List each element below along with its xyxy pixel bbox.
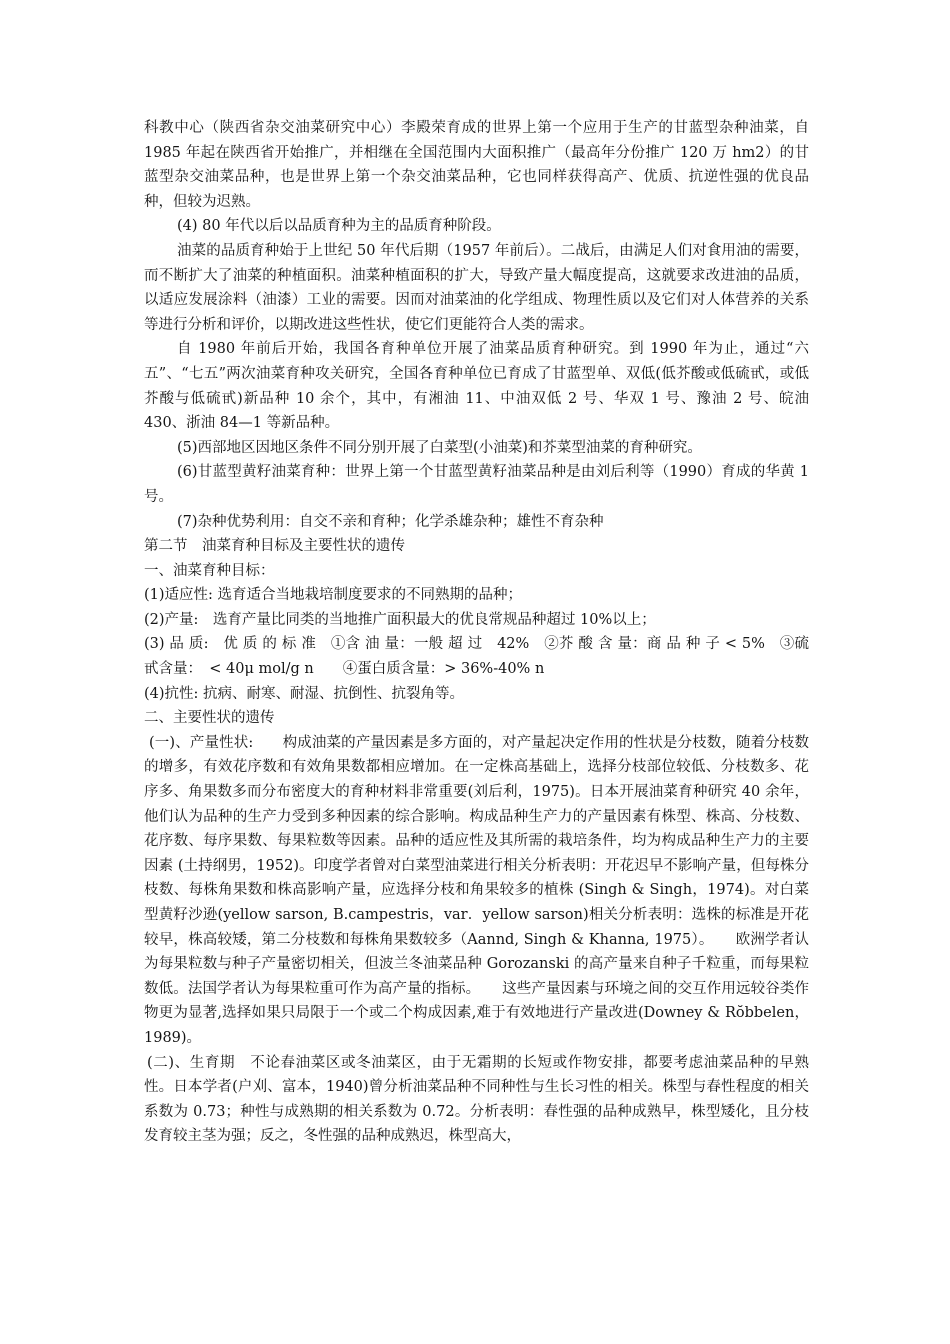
paragraph-growth-period: (二)、生育期 不论春油菜区或冬油菜区，由于无霜期的长短或作物安排，都要考虑油菜品种的早熟性。日本学者(户刈、富本，1940)曾分析油菜品种不同种性与生长习性的相关。株型与春性程度的相关系数为 0.73；种性与成熟期的相关系数为 0.72。分析表明：春性强的品种成熟早，株型矮化，且分枝发育较主茎为强；反之，冬性强的品种成熟迟，株型高大， [144,1054,809,1145]
goal-resistance: (4)抗性: 抗病、耐寒、耐湿、抗倒性、抗裂角等。 [144,685,465,702]
goal-adaptability: (1)适应性: 选育适合当地栽培制度要求的不同熟期的品种； [144,587,523,604]
goal-quality: (3) 品 质: 优 质 的 标 准 ①含 油 量：一般 超 过 42% ②芥 酸 含 量：商 品 种 子 < 5% ③硫甙含量： < 40μ mol/g n ④蛋白质含量：> 36%-40% n [144,636,809,678]
subheading-breeding-goals: 一、油菜育种目标： [144,562,275,579]
paragraph-stage-7: (7)杂种优势利用：自交不亲和育种；化学杀雄杂种；雄性不育杂种 [177,513,604,530]
section-heading: 第二节 油菜育种目标及主要性状的遗传 [144,538,405,555]
document-page [144,116,809,1149]
paragraph-china-quality-breeding: 自 1980 年前后开始，我国各育种单位开展了油菜品质育种研究。到 1990 年为止，通过“六五”、“七五”两次油菜育种攻关研究，全国各育种单位已育成了甘蓝型单、双低(低芥酸或低硫甙，或低芥酸与低硫甙)新品种 10 余个，其中，有湘油 11、中油双低 2 号、华双 1 号、豫油 2 号、皖油 430、浙油 84—1 等新品种。 [144,341,809,432]
paragraph-intro-continuation: 科教中心（陕西省杂交油菜研究中心）李殿荣育成的世界上第一个应用于生产的甘蓝型杂种油菜，自 1985 年起在陕西省开始推广，并相继在全国范围内大面积推广（最高年分份推广 120 万 hm2）的甘蓝型杂交油菜品种，也是世界上第一个杂交油菜品种，它也同样获得高产、优质、抗逆性强的优良品种，但较为迟熟。 [144,120,809,210]
goal-yield: (2)产量: 选育产量比同类的当地推广面积最大的优良常规品种超过 10%以上； [144,611,656,628]
subheading-trait-inheritance: 二、主要性状的遗传 [144,710,275,727]
paragraph-quality-breeding: 油菜的品质育种始于上世纪 50 年代后期（1957 年前后）。二战后，由满足人们对食用油的需要，而不断扩大了油菜的种植面积。油菜种植面积的扩大，导致产量大幅度提高，这就要求改进油的品质，以适应发展涂料（油漆）工业的需要。因而对油菜油的化学组成、物理性质以及它们对人体营养的关系等进行分析和评价，以期改进这些性状，使它们更能符合人类的需求。 [144,242,809,333]
paragraph-stage-4: (4) 80 年代以后以品质育种为主的品质育种阶段。 [177,218,501,235]
paragraph-stage-6: (6)甘蓝型黄籽油菜育种：世界上第一个甘蓝型黄籽油菜品种是由刘后利等（1990）育成的华黄 1 号。 [144,464,809,505]
paragraph-yield-traits: (一)、产量性状: 构成油菜的产量因素是多方面的，对产量起决定作用的性状是分枝数，随着分枝数的增多，有效花序数和有效角果数都相应增加。在一定株高基础上，选择分枝部位较低、分枝数多、花序多、角果数多而分布密度大的育种材料非常重要(刘后利，1975)。日本开展油菜育种研究 40 余年，他们认为品种的生产力受到多种因素的综合影响。构成品种生产力的产量因素有株型、株高、分枝数、花序数、每序果数、每果粒数等因素。品种的适应性及其所需的栽培条件，均为构成品种生产力的主要因素 (土持纲男，1952)。印度学者曾对白菜型油菜进行相关分析表明：开花迟早不影响产量，但每株分枝数、每株角果数和株高影响产量，应选择分枝和角果较多的植株 (Singh & Singh，1974)。对白菜型黄籽沙逊(yellow sarson, B.campestris，var．yellow sarson)相关分析表明：选株的标准是开花较早，株高较矮，第二分枝数和每株角果数较多（Aannd, Singh & Khanna, 1975）。 欧洲学者认为每果粒数与种子产量密切相关，但波兰冬油菜品种 Gorozanski 的高产量来自种子千粒重，而每果粒数低。法国学者认为每果粒重可作为高产量的指标。 这些产量因素与环境之间的交互作用远较谷类作物更为显著,选择如果只局限于一个或二个构成因素,难于有效地进行产量改进(Downey & Rŏbbelen，1989)。 [144,734,809,1046]
paragraph-stage-5: (5)西部地区因地区条件不同分别开展了白菜型(小油菜)和芥菜型油菜的育种研究。 [177,439,702,456]
